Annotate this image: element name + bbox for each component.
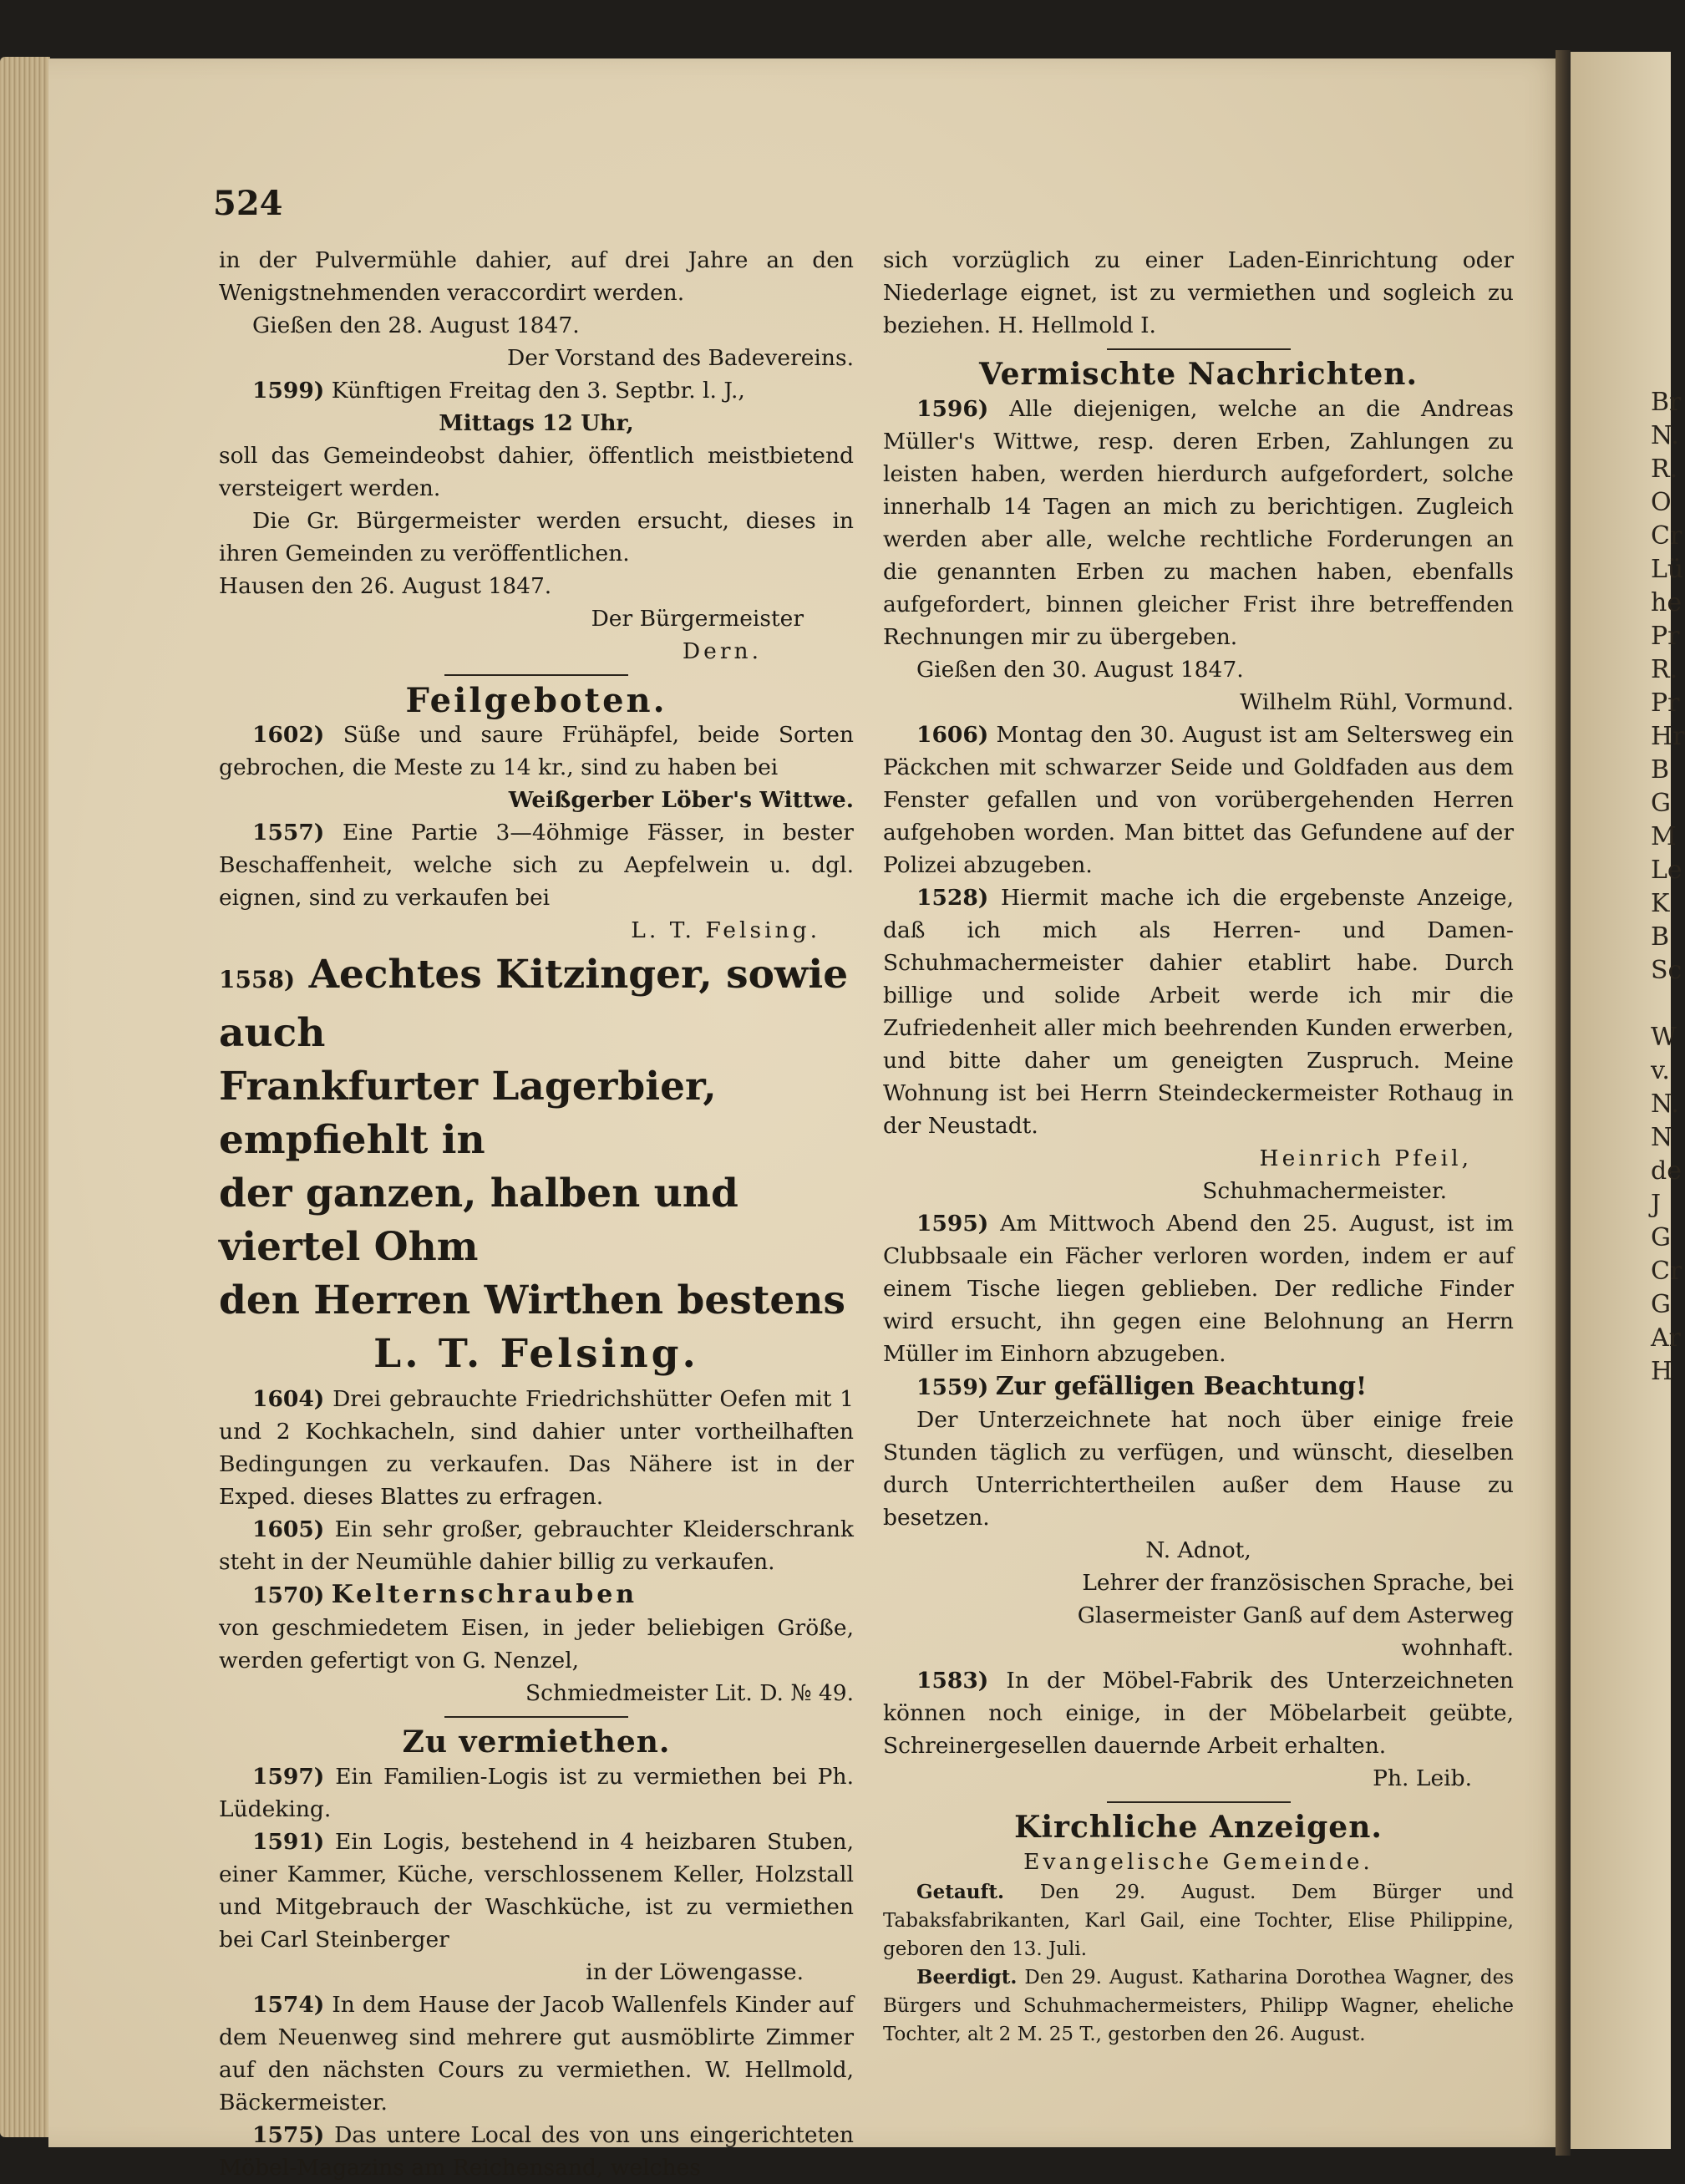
notice-number: 1597)	[252, 1764, 325, 1790]
notice-1559-signature-name: N. Adnot,	[1145, 1537, 1251, 1563]
edge-fragment: N.	[1651, 1089, 1679, 1119]
advert-line: der ganzen, halben und viertel Ohm	[219, 1171, 738, 1270]
notice-pulvermuehle-date: Gießen den 28. August 1847.	[252, 312, 580, 338]
notice-1570	[219, 1578, 854, 1612]
notice-number: 1570)	[252, 1582, 325, 1608]
notice-1602-signature: Weißgerber Löber's Wittwe.	[508, 787, 854, 813]
notice-1591	[219, 1826, 854, 1956]
section-heading-feilgeboten: Feilgeboten.	[405, 681, 667, 720]
notice-1557	[219, 816, 854, 914]
divider-rule	[444, 674, 628, 676]
edge-fragment: v.	[1651, 1056, 1670, 1085]
notice-1597	[219, 1760, 854, 1826]
notice-1605	[219, 1513, 854, 1578]
edge-fragment: Hr	[1651, 722, 1685, 751]
notice-number: 1602)	[252, 722, 325, 748]
edge-fragment: J	[1651, 1190, 1662, 1219]
edge-fragment: Cr	[1651, 1257, 1682, 1286]
advert-line: den Herren Wirthen bestens	[219, 1277, 845, 1323]
notice-1602	[219, 719, 854, 784]
left-column	[219, 244, 854, 2184]
notice-1575	[219, 2119, 854, 2184]
notice-1583	[883, 1664, 1514, 1762]
church-entry-label: Beerdigt.	[916, 1966, 1018, 1988]
edge-fragment: K	[1651, 889, 1670, 918]
notice-1596-signature: Wilhelm Rühl, Vormund.	[1240, 689, 1514, 715]
edge-fragment: Pr	[1651, 688, 1680, 718]
edge-fragment: Br	[1651, 388, 1682, 417]
church-entry-text: Den 29. August. Katharina Dorothea Wagner, des Bürgers und Schuhmachermeisters, Philipp Wagner, eheliche Tochter, alt 2 M. 25 T., gestorben den 26. August.	[883, 1967, 1514, 2045]
notice-1599-time: Mittags 12 Uhr,	[439, 410, 634, 436]
notice-text: In der Möbel-Fabrik des Unterzeichneten können noch einige, in der Möbelarbeit geübte, Schreinergesellen dauernde Arbeit erhalten.	[883, 1668, 1514, 1759]
church-buried	[883, 1963, 1514, 2049]
notice-number: 1574)	[252, 1992, 325, 2018]
edge-fragment: G	[1651, 1223, 1671, 1252]
notice-number: 1591)	[252, 1829, 325, 1855]
notice-1595	[883, 1207, 1514, 1370]
notice-1591-address: in der Löwengasse.	[586, 1959, 804, 1985]
book-edge-left	[0, 57, 50, 2137]
section-heading-vermischte-nachrichten: Vermischte Nachrichten.	[979, 357, 1418, 392]
section-heading-kirchliche-anzeigen: Kirchliche Anzeigen.	[1014, 1810, 1383, 1845]
notice-1599-signature-title: Der Bürgermeister	[591, 606, 804, 632]
notice-1599-request: Die Gr. Bürgermeister werden ersucht, dieses in ihren Gemeinden zu veröffentlichen.	[219, 508, 854, 566]
next-page-edge-text	[1651, 386, 1684, 1389]
edge-fragment: W	[1651, 1023, 1677, 1052]
notice-1575-continued: sich vorzüglich zu einer Laden-Einrichtung oder Niederlage eignet, ist zu vermiethen und sogleich zu beziehen. H. Hellmold I.	[883, 247, 1514, 338]
notice-text: Ein Familien-Logis ist zu vermiethen bei Ph. Lüdeking.	[219, 1764, 854, 1822]
notice-1570-signature: Schmiedmeister Lit. D. № 49.	[525, 1680, 854, 1706]
notice-text: Ein sehr großer, gebrauchter Kleiderschrank steht in der Neumühle dahier billig zu verkaufen.	[219, 1516, 854, 1575]
edge-fragment: Ar	[1651, 1323, 1682, 1353]
advert-line	[219, 948, 854, 1060]
notice-text: Hiermit mache ich die ergebenste Anzeige, daß ich mich als Herren- und Damen-Schuhmachermeister dahier etablirt habe. Durch billige und solide Arbeit werde ich mir die Zufriedenheit aller mich beehrenden Kunden erwerben, und bitte daher um geneigten Zuspruch. Meine Wohnung ist bei Herrn Steindeckermeister Rothaug in der Neustadt.	[883, 885, 1514, 1139]
edge-fragment: B	[1651, 755, 1670, 785]
edge-fragment: G	[1651, 789, 1671, 818]
notice-text: Eine Partie 3—4öhmige Fässer, in bester Beschaffenheit, welche sich zu Aepfelwein u. dgl. eignen, sind zu verkaufen bei	[219, 820, 854, 911]
notice-text: Drei gebrauchte Friedrichshütter Oefen mit 1 und 2 Kochkacheln, sind dahier unter vortheilhaften Bedingungen zu verkaufen. Das Nähere ist in der Exped. dieses Blattes zu erfragen.	[219, 1386, 854, 1510]
page-number: 524	[213, 184, 283, 223]
edge-fragment: M	[1651, 822, 1677, 851]
notice-number: 1575)	[252, 2122, 325, 2148]
notice-text: Das untere Local des von uns eingerichteten Möbel-Magazins am Reichensand, welches	[219, 2122, 854, 2181]
notice-number: 1604)	[252, 1386, 325, 1412]
section-heading-zu-vermiethen: Zu vermiethen.	[402, 1724, 671, 1760]
edge-fragment	[1651, 988, 1684, 1021]
notice-pulvermuehle-text: in der Pulvermühle dahier, auf drei Jahre an den Wenigstnehmenden veraccordirt werden.	[219, 247, 854, 306]
notice-text: Künftigen Freitag den 3. Septbr. l. J.,	[331, 378, 745, 404]
notice-text: Montag den 30. August ist am Seltersweg ein Päckchen mit schwarzer Seide und Goldfaden aus dem Fenster gefallen und von vorübergehenden Herren aufgehoben worden. Man bittet das Gefundene auf der Polizei abzugeben.	[883, 722, 1514, 878]
advert-signature: L. T. Felsing.	[373, 1331, 699, 1377]
edge-fragment: B	[1651, 922, 1670, 952]
notice-1596	[883, 393, 1514, 653]
notice-1559-signature-title: Lehrer der französischen Sprache, bei Glasermeister Ganß auf dem Asterweg wohnhaft.	[1077, 1570, 1514, 1661]
edge-fragment: Pr	[1651, 622, 1680, 651]
notice-number: 1559)	[916, 1374, 989, 1400]
notice-text: Alle diejenigen, welche an die Andreas Müller's Wittwe, resp. deren Erben, Zahlungen zu leisten haben, werden hierdurch aufgefordert, solche innerhalb 14 Tagen an mich zu berichtigen. Zugleich werden aber alle, welche rechtliche Forderungen an die genannten Erben zu machen haben, ebenfalls aufgefordert, binnen gleicher Frist ihre betreffenden Rechnungen mir zu übergeben.	[883, 396, 1514, 650]
edge-fragment: H	[1651, 1357, 1673, 1386]
notice-1528-signature-title: Schuhmachermeister.	[1202, 1178, 1447, 1204]
notice-1574	[219, 1988, 854, 2119]
church-entry-text: Den 29. August. Dem Bürger und Tabaksfabrikanten, Karl Gail, eine Tochter, Elise Philippine, geboren den 13. Juli.	[883, 1882, 1515, 1960]
notice-number: 1596)	[916, 396, 989, 422]
notice-1583-signature: Ph. Leib.	[1373, 1765, 1472, 1791]
edge-fragment: R.	[1651, 455, 1678, 484]
notice-text: Am Mittwoch Abend den 25. August, ist im Clubbsaale ein Fächer verloren worden, indem er auf einem Tische liegen geblieben. Der redliche Finder wird ersucht, ihn gegen eine Belohnung an Herrn Müller im Einhorn abzugeben.	[883, 1211, 1514, 1367]
notice-1599-date: Hausen den 26. August 1847.	[219, 573, 552, 599]
divider-rule	[1107, 348, 1291, 350]
edge-fragment: N.	[1651, 421, 1679, 450]
notice-1604	[219, 1383, 854, 1513]
notice-text: In dem Hause der Jacob Wallenfels Kinder auf dem Neuenweg sind mehrere gut ausmöblirte Zimmer auf den nächsten Cours zu vermiethen. W. Hellmold, Bäckermeister.	[219, 1992, 854, 2115]
edge-fragment: Le	[1651, 856, 1682, 885]
edge-fragment: G	[1651, 1290, 1671, 1319]
notice-1528-signature-name: Heinrich Pfeil,	[1259, 1145, 1472, 1171]
notice-1599-signature-name: Dern.	[682, 638, 762, 664]
notice-1559-heading	[883, 1370, 1514, 1404]
notice-number: 1557)	[252, 820, 325, 846]
notice-1557-signature: L. T. Felsing.	[631, 917, 820, 943]
notice-pulvermuehle-signature: Der Vorstand des Badevereins.	[506, 345, 854, 371]
book-gutter	[1556, 50, 1571, 2156]
edge-fragment: N	[1651, 1123, 1673, 1152]
notice-text: Süße und saure Frühäpfel, beide Sorten gebrochen, die Meste zu 14 kr., sind zu haben bei	[219, 722, 854, 780]
notice-number: 1599)	[252, 378, 325, 404]
notice-number: 1558)	[219, 966, 296, 993]
notice-1570-text: von geschmiedetem Eisen, in jeder beliebigen Größe, werden gefertigt von G. Nenzel,	[219, 1615, 854, 1674]
advert-text: Aechtes Kitzinger, sowie auch	[219, 952, 849, 1056]
edge-fragment: Lü	[1651, 555, 1684, 584]
notice-1558-advert	[219, 948, 854, 1381]
edge-fragment: he	[1651, 588, 1682, 617]
notice-number: 1528)	[916, 885, 989, 911]
notice-1599	[219, 374, 854, 407]
church-subheading: Evangelische Gemeinde.	[1023, 1849, 1373, 1875]
notice-title: Kelternschrauben	[331, 1580, 638, 1609]
notice-title: Zur gefälligen Beachtung!	[995, 1372, 1368, 1401]
notice-1528	[883, 881, 1514, 1142]
edge-fragment: Sc	[1651, 956, 1682, 985]
notice-number: 1605)	[252, 1516, 325, 1542]
next-page-edge	[1571, 52, 1685, 2149]
right-column	[883, 244, 1514, 2049]
divider-rule	[444, 1716, 628, 1718]
notice-1596-date: Gießen den 30. August 1847.	[916, 657, 1244, 683]
edge-fragment: Cr	[1651, 521, 1682, 551]
church-baptized	[883, 1878, 1514, 1963]
notice-number: 1595)	[916, 1211, 989, 1237]
notice-1599-text: soll das Gemeindeobst dahier, öffentlich meistbietend versteigert werden.	[219, 443, 854, 501]
notice-number: 1583)	[916, 1668, 989, 1694]
church-entry-label: Getauft.	[916, 1881, 1005, 1903]
divider-rule	[1107, 1801, 1291, 1803]
advert-line: Frankfurter Lagerbier, empfiehlt in	[219, 1064, 717, 1163]
notice-text: Ein Logis, bestehend in 4 heizbaren Stuben, einer Kammer, Küche, verschlossenem Keller, Holzstall und Mitgebrauch der Waschküche, ist zu vermiethen bei Carl Steinberger	[219, 1829, 854, 1953]
notice-number: 1606)	[916, 722, 989, 748]
notice-1559-text: Der Unterzeichnete hat noch über einige freie Stunden täglich zu verfügen, und wünscht, dieselben durch Unterrichtertheilen außer dem Hause zu besetzen.	[883, 1407, 1514, 1531]
notice-1606	[883, 719, 1514, 881]
edge-fragment: O	[1651, 488, 1672, 517]
edge-fragment: de	[1651, 1156, 1682, 1186]
edge-fragment: R.	[1651, 655, 1678, 684]
